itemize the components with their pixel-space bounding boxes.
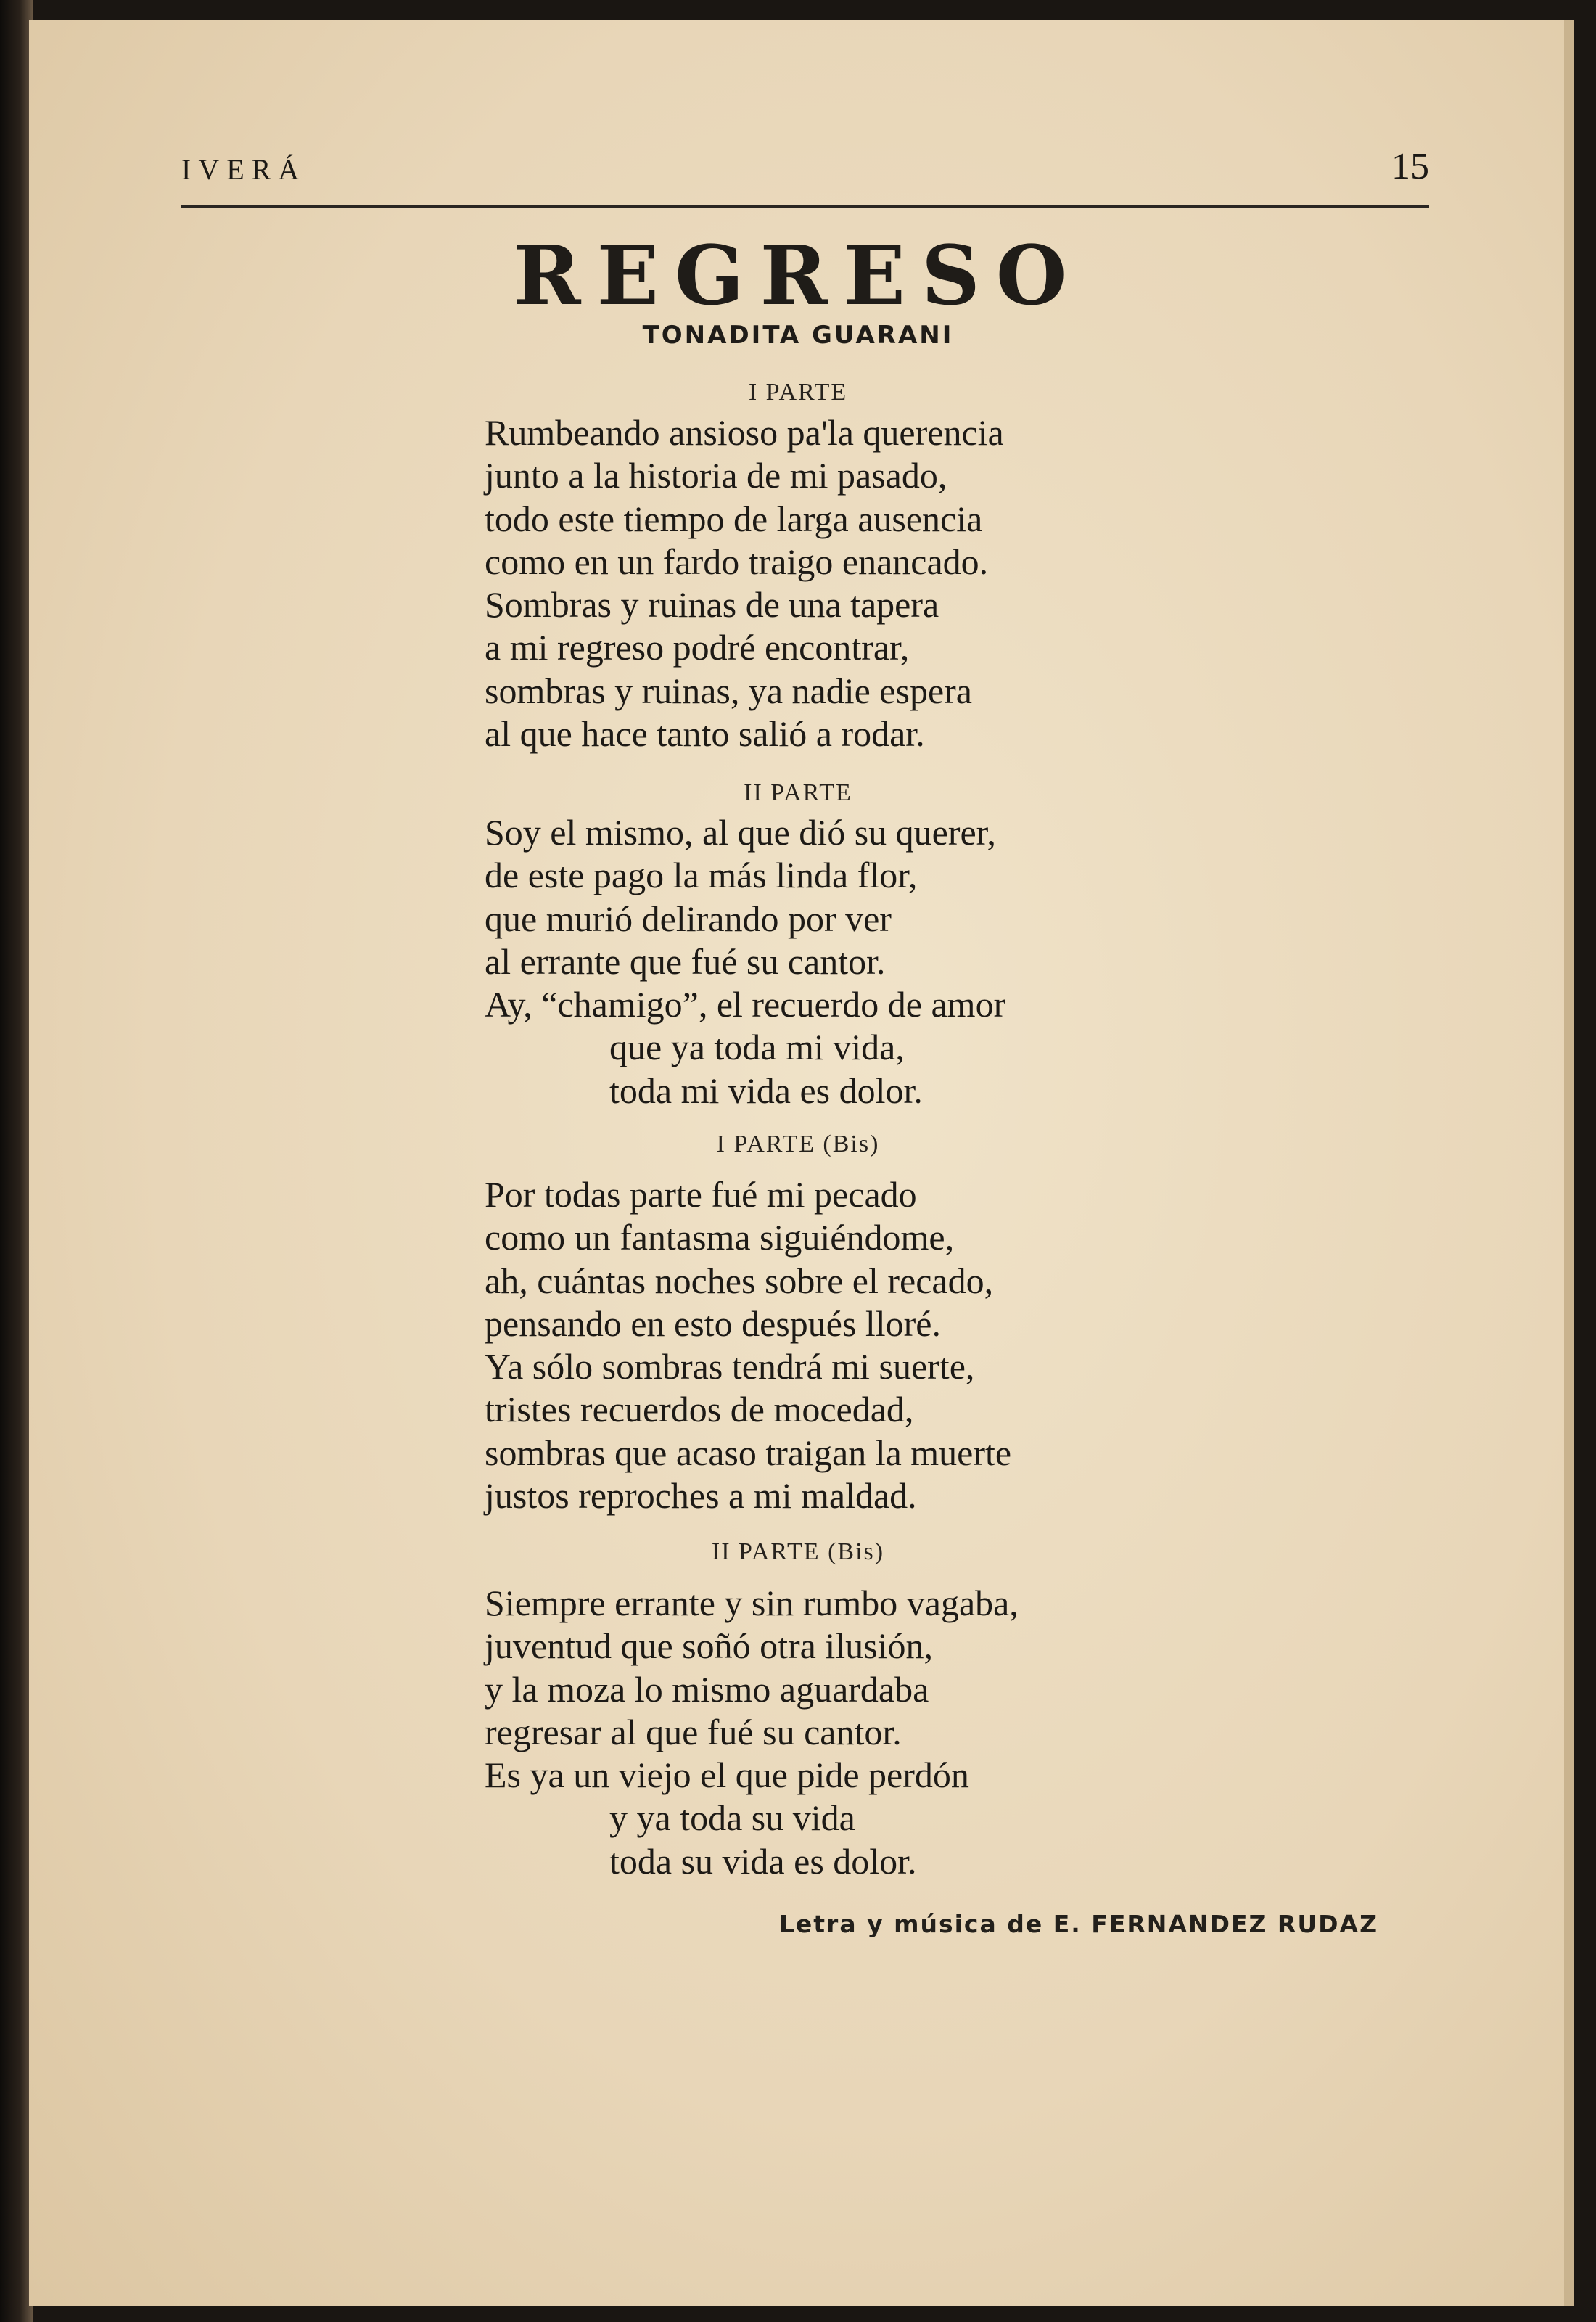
running-head: IVERÁ — [181, 153, 307, 186]
verse-line: junto a la historia de mi pasado, — [485, 455, 947, 496]
stanza-4 — [485, 1582, 1428, 1883]
verse-line: a mi regreso podré encontrar, — [485, 627, 910, 668]
verse-line: Es ya un viejo el que pide perdón — [485, 1755, 969, 1796]
section-label: II PARTE (Bis) — [711, 1538, 885, 1565]
verse-line: Siempre errante y sin rumbo vagaba, — [485, 1583, 1019, 1623]
verse-line: justos reproches a mi maldad. — [485, 1475, 917, 1517]
verse-line: sombras y ruinas, ya nadie espera — [485, 670, 972, 711]
verse-line: juventud que soñó otra ilusión, — [485, 1625, 933, 1667]
verse-line: como un fantasma siguiéndome, — [485, 1217, 955, 1258]
header-rule — [181, 205, 1429, 208]
verse-line: que murió delirando por ver — [485, 898, 892, 939]
song-title: REGRESO — [513, 229, 1083, 324]
book-page — [29, 20, 1574, 2306]
verse-line: como en un fardo traigo enancado. — [485, 541, 989, 582]
verse-line: tristes recuerdos de mocedad, — [485, 1389, 914, 1430]
verse-line: Soy el mismo, al que dió su querer, — [485, 812, 996, 853]
page-header — [152, 145, 1429, 196]
verse-line: al que hace tanto salió a rodar. — [485, 713, 925, 755]
stanza-3 — [485, 1173, 1428, 1517]
verse-line: toda mi vida es dolor. — [609, 1070, 923, 1111]
verse-line: Rumbeando ansioso pa'la querencia — [485, 412, 1004, 453]
verse-line: Sombras y ruinas de una tapera — [485, 584, 939, 625]
verse-line: sombras que acaso traigan la muerte — [485, 1432, 1012, 1473]
verse-line: al errante que fué su cantor. — [485, 940, 886, 982]
section-label: I PARTE — [748, 379, 848, 406]
verse-line: ah, cuántas noches sobre el recado, — [485, 1260, 994, 1301]
verse-line: que ya toda mi vida, — [609, 1027, 905, 1068]
credits-line: Letra y música de E. FERNANDEZ RUDAZ — [778, 1910, 1378, 1938]
stanza-2 — [485, 811, 1428, 1112]
section-label: I PARTE (Bis) — [716, 1131, 880, 1157]
verse-line: pensando en esto después lloré. — [485, 1302, 942, 1344]
verse-line: de este pago la más linda flor, — [485, 855, 918, 896]
verse-line: Ay, “chamigo”, el recuerdo de amor — [485, 984, 1006, 1025]
section-label: II PARTE — [744, 779, 852, 806]
verse-line: regresar al que fué su cantor. — [485, 1711, 902, 1752]
verse-line: y ya toda su vida — [609, 1797, 855, 1839]
verse-line: Ya sólo sombras tendrá mi suerte, — [485, 1346, 975, 1387]
verse-line: y la moza lo mismo aguardaba — [485, 1668, 929, 1710]
verse-line: todo este tiempo de larga ausencia — [485, 498, 983, 539]
page-number: 15 — [1391, 146, 1429, 187]
verse-line: toda su vida es dolor. — [609, 1840, 917, 1882]
verse-line: Por todas parte fué mi pecado — [485, 1174, 917, 1215]
stanza-1 — [485, 411, 1428, 755]
song-subtitle: TONADITA GUARANI — [642, 321, 954, 350]
